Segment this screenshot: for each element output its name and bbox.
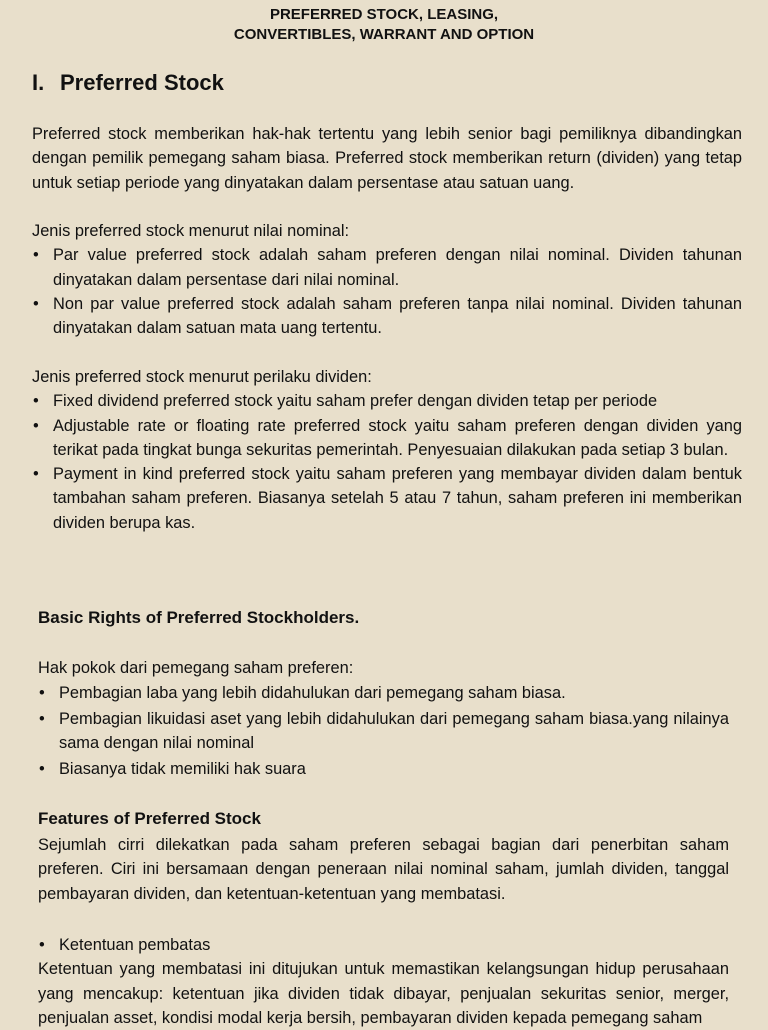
list-item: • Payment in kind preferred stock yaitu saham preferen yang membayar dividen dalam bentuk tambahan saham preferen. Biasanya setelah 5 atau 7 tahun, saham preferen ini memberikan dividen berupa kas.	[32, 462, 742, 535]
document-title	[0, 5, 768, 45]
document-title-line-1: PREFERRED STOCK, LEASING,	[269, 6, 499, 23]
restrictions-paragraph: Ketentuan yang membatasi ini ditujukan untuk memastikan kelangsungan hidup perusahaan yang mencakup: ketentuan jika dividen tidak dibayar, penjualan sekuritas senior, merger, penjualan asset, kondisi modal kerja bersih, pembayaran dividen kepada pemegang saham	[38, 960, 729, 1027]
nominal-types-intro: Jenis preferred stock menurut nilai nominal:	[32, 222, 350, 240]
list-item: • Adjustable rate or floating rate preferred stock yaitu saham preferen dengan dividen yang terikat pada tingkat bunga sekuritas pemerintah. Penyesuaian dilakukan pada setiap 3 bulan.	[32, 414, 742, 463]
intro-paragraph: Preferred stock memberikan hak-hak tertentu yang lebih senior bagi pemiliknya dibandingkan dengan pemilik pemegang saham biasa. Preferred stock memberikan return (dividen) yang tetap untuk setiap periode yang dinyatakan dalam persentase atau satuan uang.	[32, 125, 742, 192]
list-item: • Biasanya tidak memiliki hak suara	[38, 757, 729, 781]
restrictions-list	[38, 933, 729, 957]
list-item: • Ketentuan pembatas	[38, 933, 729, 957]
rights-block	[38, 656, 729, 781]
rights-intro: Hak pokok dari pemegang saham preferen:	[38, 659, 354, 677]
document-title-line-2: CONVERTIBLES, WARRANT AND OPTION	[233, 26, 535, 43]
features-block	[38, 833, 729, 906]
section-title: Preferred Stock	[60, 70, 224, 95]
features-paragraph: Sejumlah cirri dilekatkan pada saham preferen sebagai bagian dari penerbitan saham preferen. Ciri ini bersamaan dengan peneraan nilai nominal saham, jumlah dividen, tanggal pembayaran dividen, dan ketentuan-ketentuan yang membatasi.	[38, 836, 729, 903]
dividend-types-list	[32, 389, 742, 535]
list-item: • Non par value preferred stock adalah saham preferen tanpa nilai nominal. Dividen tahunan dinyatakan dalam satuan mata uang tertentu.	[32, 292, 742, 341]
features-heading: Features of Preferred Stock	[38, 809, 261, 828]
restrictions-block	[38, 933, 729, 1030]
dividend-types-block	[32, 365, 742, 535]
intro-paragraph-block	[32, 122, 742, 195]
rights-heading: Basic Rights of Preferred Stockholders.	[38, 608, 360, 627]
dividend-types-intro: Jenis preferred stock menurut perilaku dividen:	[32, 368, 372, 386]
list-item: • Pembagian likuidasi aset yang lebih didahulukan dari pemegang saham biasa.yang nilainya sama dengan nilai nominal	[38, 707, 729, 756]
nominal-types-list	[32, 243, 742, 340]
list-item: • Fixed dividend preferred stock yaitu saham prefer dengan dividen tetap per periode	[32, 389, 742, 413]
section-number: I.	[32, 70, 45, 95]
list-item: • Pembagian laba yang lebih didahulukan dari pemegang saham biasa.	[38, 681, 729, 705]
list-item: • Par value preferred stock adalah saham preferen dengan nilai nominal. Dividen tahunan dinyatakan dalam persentase dari nilai nominal.	[32, 243, 742, 292]
section-heading-preferred-stock	[32, 70, 224, 96]
nominal-types-block	[32, 219, 742, 340]
rights-list	[38, 681, 729, 781]
